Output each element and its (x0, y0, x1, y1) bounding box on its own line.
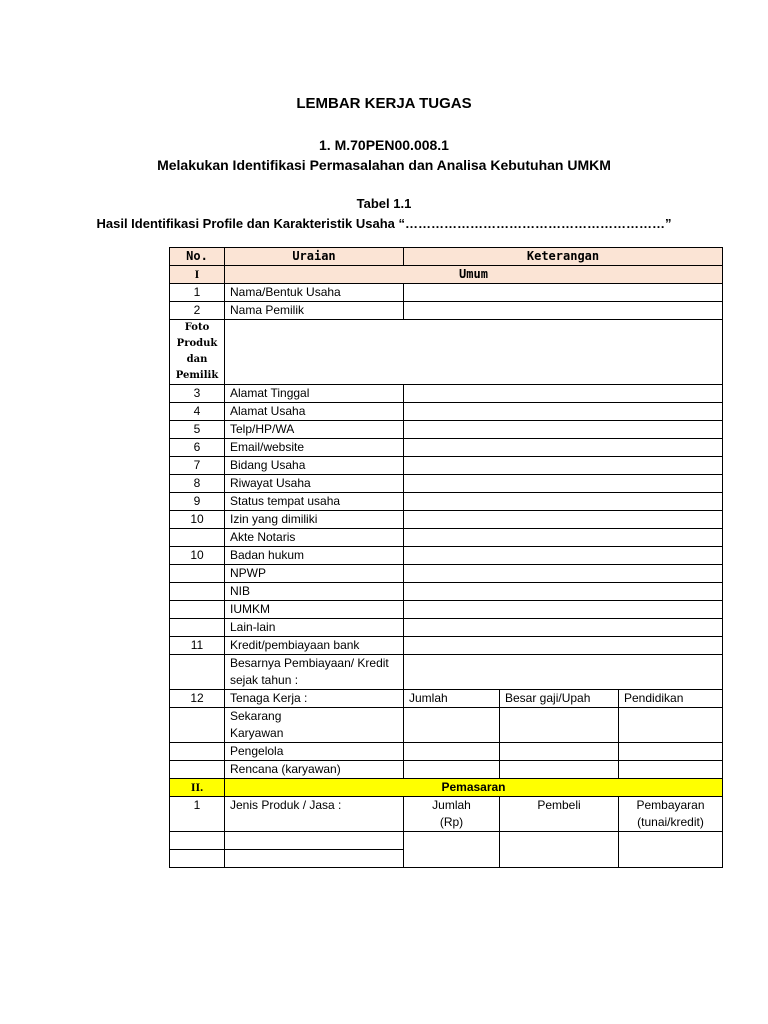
row-number: 2 (170, 302, 225, 320)
row-label-line: Besarnya Pembiayaan/ Kredit (230, 656, 389, 670)
section-number: II. (170, 779, 225, 797)
row-number-empty (170, 743, 225, 761)
subheader-line: (tunai/kredit) (637, 815, 704, 829)
table-row (170, 475, 723, 493)
answer-cell[interactable] (404, 457, 723, 475)
row-label: Tenaga Kerja : (225, 690, 404, 708)
photo-area[interactable] (225, 320, 723, 385)
table-row (170, 439, 723, 457)
header-keterangan: Keterangan (404, 248, 723, 266)
answer-cell[interactable] (225, 850, 404, 868)
row-number: 11 (170, 637, 225, 655)
row-number (170, 565, 225, 583)
pengelola-row (170, 743, 723, 761)
answer-cell[interactable] (404, 743, 500, 761)
row-label (225, 708, 404, 743)
answer-cell[interactable] (225, 832, 404, 850)
section-row-umum (170, 266, 723, 284)
subheader-line: Jumlah (432, 798, 471, 812)
answer-cell[interactable] (619, 708, 723, 743)
table-header-row (170, 248, 723, 266)
table-caption: Hasil Identifikasi Profile dan Karakteristik Usaha “……………………………………………………” (96, 216, 672, 231)
row-label: Status tempat usaha (225, 493, 404, 511)
table-row (170, 583, 723, 601)
row-number (170, 529, 225, 547)
section-number: I (170, 266, 225, 284)
row-number: 8 (170, 475, 225, 493)
row-number: 4 (170, 403, 225, 421)
answer-cell[interactable] (404, 439, 723, 457)
row-label: NPWP (225, 565, 404, 583)
table-row (170, 565, 723, 583)
unit-code: 1. M.70PEN00.008.1 (319, 137, 449, 153)
table-label: Tabel 1.1 (356, 196, 412, 211)
table-row (170, 403, 723, 421)
row-number-empty (170, 708, 225, 743)
table-row (170, 385, 723, 403)
row-number (170, 619, 225, 637)
unit-title: Melakukan Identifikasi Permasalahan dan Analisa Kebutuhan UMKM (157, 157, 611, 173)
table-row (170, 529, 723, 547)
table-row (170, 547, 723, 565)
row-number: 10 (170, 547, 225, 565)
tenaga-kerja-row (170, 690, 723, 708)
subheader-jumlah (404, 797, 500, 832)
subheader-pembayaran (619, 797, 723, 832)
table-row (170, 619, 723, 637)
row-label: Alamat Tinggal (225, 385, 404, 403)
table-row (170, 284, 723, 302)
table-row (170, 601, 723, 619)
subheader-line: (Rp) (439, 815, 464, 829)
answer-cell[interactable] (619, 761, 723, 779)
photo-label-line: Pemilik (175, 370, 219, 381)
row-label-line: sejak tahun : (230, 673, 299, 687)
row-number: 9 (170, 493, 225, 511)
row-number: 6 (170, 439, 225, 457)
answer-cell[interactable] (500, 761, 619, 779)
photo-label-line: dan (186, 354, 208, 365)
answer-cell[interactable] (404, 832, 500, 868)
subheader-gaji: Besar gaji/Upah (500, 690, 619, 708)
subheader-jumlah: Jumlah (404, 690, 500, 708)
row-label-line: Karyawan (230, 726, 284, 740)
section-label: Pemasaran (225, 779, 723, 797)
answer-cell[interactable] (404, 565, 723, 583)
answer-cell[interactable] (619, 743, 723, 761)
answer-cell[interactable] (500, 832, 619, 868)
row-label: Pengelola (225, 743, 404, 761)
row-label: NIB (225, 583, 404, 601)
row-label: Bidang Usaha (225, 457, 404, 475)
rencana-row (170, 761, 723, 779)
answer-cell[interactable] (404, 493, 723, 511)
answer-cell[interactable] (404, 601, 723, 619)
photo-label-line: Produk (176, 338, 218, 349)
header-no: No. (170, 248, 225, 266)
answer-cell[interactable] (404, 421, 723, 439)
row-label: Alamat Usaha (225, 403, 404, 421)
subheader-pembeli: Pembeli (500, 797, 619, 832)
row-number-empty (170, 761, 225, 779)
answer-cell[interactable] (404, 385, 723, 403)
answer-cell[interactable] (500, 743, 619, 761)
photo-label-line: Foto (184, 322, 210, 333)
subheader-pendidikan: Pendidikan (619, 690, 723, 708)
row-number-empty (170, 655, 225, 690)
answer-cell[interactable] (404, 302, 723, 320)
answer-cell[interactable] (404, 475, 723, 493)
table-row (170, 302, 723, 320)
row-label: Izin yang dimiliki (225, 511, 404, 529)
row-label: Nama Pemilik (225, 302, 404, 320)
sekarang-row (170, 708, 723, 743)
row-label: Nama/Bentuk Usaha (225, 284, 404, 302)
row-label: Lain-lain (225, 619, 404, 637)
answer-cell[interactable] (170, 850, 225, 868)
answer-cell[interactable] (404, 529, 723, 547)
row-number: 3 (170, 385, 225, 403)
row-number: 1 (170, 284, 225, 302)
section-label: Umum (225, 266, 723, 284)
row-number: 1 (170, 797, 225, 832)
row-label-line: Sekarang (230, 709, 282, 723)
produk-header-row (170, 797, 723, 832)
produk-entry-row (170, 832, 723, 850)
answer-cell[interactable] (404, 583, 723, 601)
answer-cell[interactable] (404, 637, 723, 655)
row-label: Jenis Produk / Jasa : (225, 797, 404, 832)
answer-cell[interactable] (404, 619, 723, 637)
row-number: 10 (170, 511, 225, 529)
table-row (170, 493, 723, 511)
row-label: IUMKM (225, 601, 404, 619)
table-row (170, 457, 723, 475)
photo-row (170, 320, 723, 385)
profile-table (169, 247, 723, 868)
subheader-line: Pembayaran (636, 798, 705, 812)
row-label: Telp/HP/WA (225, 421, 404, 439)
answer-cell[interactable] (170, 832, 225, 850)
row-label: Riwayat Usaha (225, 475, 404, 493)
photo-label (170, 320, 225, 385)
row-label: Badan hukum (225, 547, 404, 565)
row-number: 7 (170, 457, 225, 475)
table-row (170, 637, 723, 655)
answer-cell[interactable] (404, 284, 723, 302)
answer-cell[interactable] (500, 708, 619, 743)
page-title: LEMBAR KERJA TUGAS (296, 95, 472, 112)
answer-cell[interactable] (404, 708, 500, 743)
header-uraian: Uraian (225, 248, 404, 266)
answer-cell[interactable] (404, 761, 500, 779)
row-label: Email/website (225, 439, 404, 457)
table-row (170, 511, 723, 529)
row-number: 5 (170, 421, 225, 439)
row-label: Akte Notaris (225, 529, 404, 547)
answer-cell[interactable] (404, 547, 723, 565)
row-label: Kredit/pembiayaan bank (225, 637, 404, 655)
row-number: 12 (170, 690, 225, 708)
row-number (170, 601, 225, 619)
pembiayaan-row (170, 655, 723, 690)
answer-cell[interactable] (404, 511, 723, 529)
section-row-pemasaran (170, 779, 723, 797)
row-label (225, 655, 404, 690)
answer-cell[interactable] (404, 655, 723, 690)
answer-cell[interactable] (619, 832, 723, 868)
answer-cell[interactable] (404, 403, 723, 421)
row-number (170, 583, 225, 601)
table-row (170, 421, 723, 439)
row-label: Rencana (karyawan) (225, 761, 404, 779)
